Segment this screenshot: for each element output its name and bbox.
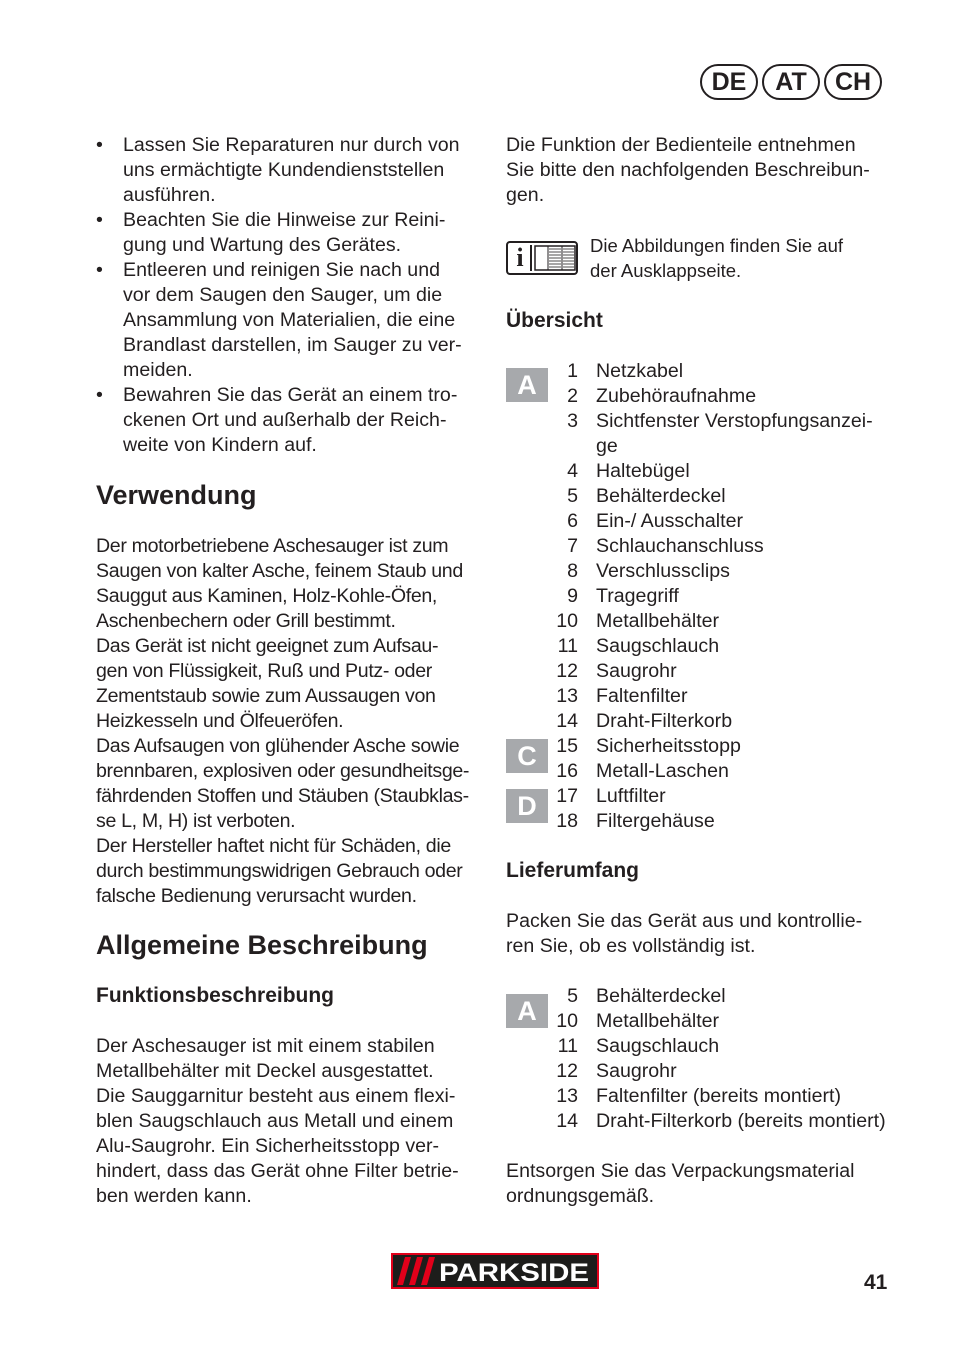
list-item: 3 Sichtfenster Verstopfungsanzei- [567, 410, 873, 432]
list-item: 17 Luftfilter [556, 785, 666, 807]
info-note-text: Die Abbildungen finden Sie auf der Ausklappseite. [590, 235, 844, 281]
list-item: 11 Saugschlauch [557, 635, 720, 657]
bullet-text: Entleeren und reinigen Sie nach und vor dem Saugen den Sauger, um die Ansammlung von Materialien, die eine Brandlast darstellen, im Sauger zu ver- meiden. [123, 259, 462, 381]
overview-parts-list [540, 359, 900, 834]
figure-marker-c: C [506, 739, 548, 773]
safety-bullet-list [96, 133, 486, 458]
list-item: 5 Behälterdeckel [567, 985, 726, 1007]
bullet-item [96, 383, 486, 458]
uebersicht-heading: Übersicht [506, 309, 603, 332]
lieferumfang-heading: Lieferumfang [506, 859, 640, 882]
info-book-icon [506, 241, 578, 275]
bullet-text: Beachten Sie die Hinweise zur Reini- gung und Wartung des Gerätes. [123, 209, 446, 256]
intro-paragraph: Die Funktion der Bedienteile entnehmen Sie bitte den nachfolgenden Beschreibun- gen. [506, 134, 870, 206]
bullet-dot: • [96, 134, 103, 156]
verwendung-heading: Verwendung [96, 480, 257, 510]
list-item: 1 Netzkabel [567, 360, 684, 382]
funktionsbeschreibung-paragraph: Der Aschesauger ist mit einem stabilen Metallbehälter mit Deckel ausgestattet. Die Sauggarnitur besteht aus einem flexi- blen Saugschlauch aus Metall und einem Alu-Saugrohr. Ein Sicherheitsstopp ver- hindert, dass das Gerät ohne Filter betrie- ben werden kann. [96, 1035, 459, 1207]
list-item: 13 Faltenfilter (bereits montiert) [556, 1085, 841, 1107]
list-item: 15 Sicherheitsstopp [556, 735, 741, 757]
figure-marker-a: A [506, 368, 548, 402]
country-badge-at: AT [762, 64, 820, 100]
bullet-text: Bewahren Sie das Gerät an einem tro- ckenen Ort und außerhalb der Reich- weite von Kindern auf. [123, 384, 458, 456]
entsorgen-paragraph: Entsorgen Sie das Verpackungsmaterial ordnungsgemäß. [506, 1160, 855, 1207]
list-item: 10 Metallbehälter [556, 1010, 720, 1032]
list-item: 10 Metallbehälter [556, 610, 720, 632]
list-item: 9 Tragegriff [567, 585, 679, 607]
list-item: 5 Behälterdeckel [567, 485, 726, 507]
list-item: 14 Draht-Filterkorb (bereits montiert) [556, 1110, 886, 1132]
delivery-parts-list [540, 984, 920, 1134]
list-item: 11 Saugschlauch [557, 1035, 720, 1057]
lieferumfang-paragraph: Packen Sie das Gerät aus und kontrollie- ren Sie, ob es vollständig ist. [506, 910, 863, 957]
logo-text: PARKSIDE [439, 1259, 589, 1287]
list-item: 16 Metall-Laschen [556, 760, 729, 782]
list-item: 12 Saugrohr [556, 1060, 677, 1082]
bullet-dot: • [96, 259, 103, 281]
figure-marker-a-delivery: A [506, 994, 548, 1028]
bullet-dot: • [96, 209, 103, 231]
country-badge-ch: CH [824, 64, 882, 100]
list-item: 4 Haltebügel [567, 460, 690, 482]
book-pages-icon [534, 245, 576, 271]
country-badge-de: DE [700, 64, 758, 100]
list-item: 13 Faltenfilter [556, 685, 688, 707]
verwendung-paragraph: Der motorbetriebene Aschesauger ist zum Saugen von kalter Asche, feinem Staub und Sauggut aus Kaminen, Holz-Kohle-Öfen, Aschenbechern oder Grill bestimmt. Das Gerät ist nicht geeignet zum Aufsau- gen von Flüssigkeit, Ruß und Putz- oder Zementstaub sowie zum Aussaugen von Heizkesseln und Ölfeueröfen. Das Aufsaugen von glühender Asche sowie brennbaren, explosiven oder gesundheitsge- fährdenden Stoffen und Stäuben (Staubklas- se L, M, H) ist verboten. Der Hersteller haftet nicht für Schäden, die durch bestimmungswidrigen Gebrauch oder falsche Bedienung verursacht wurden. [96, 535, 470, 907]
list-item: 12 Saugrohr [556, 660, 677, 682]
bullet-item [96, 258, 486, 383]
page-number: 41 [864, 1271, 888, 1294]
bullet-dot: • [96, 384, 103, 406]
list-item: 8 Verschlussclips [567, 560, 730, 582]
parkside-logo [391, 1253, 599, 1289]
list-item: 18 Filtergehäuse [556, 810, 715, 832]
bullet-item [96, 208, 486, 258]
country-badges [700, 64, 882, 100]
info-i-glyph: i [516, 243, 524, 272]
list-item: 2 Zubehöraufnahme [567, 385, 757, 407]
list-item: ge [596, 435, 618, 457]
list-item: 6 Ein-/ Ausschalter [567, 510, 744, 532]
figure-marker-d: D [506, 789, 548, 823]
list-item: 7 Schlauchanschluss [567, 535, 764, 557]
list-item: 14 Draht-Filterkorb [556, 710, 733, 732]
bullet-item [96, 133, 486, 208]
bullet-text: Lassen Sie Reparaturen nur durch von uns ermächtigte Kundendienststellen ausführen. [123, 134, 460, 206]
funktionsbeschreibung-heading: Funktionsbeschreibung [96, 984, 335, 1007]
allgemeine-beschreibung-heading: Allgemeine Beschreibung [96, 930, 428, 960]
